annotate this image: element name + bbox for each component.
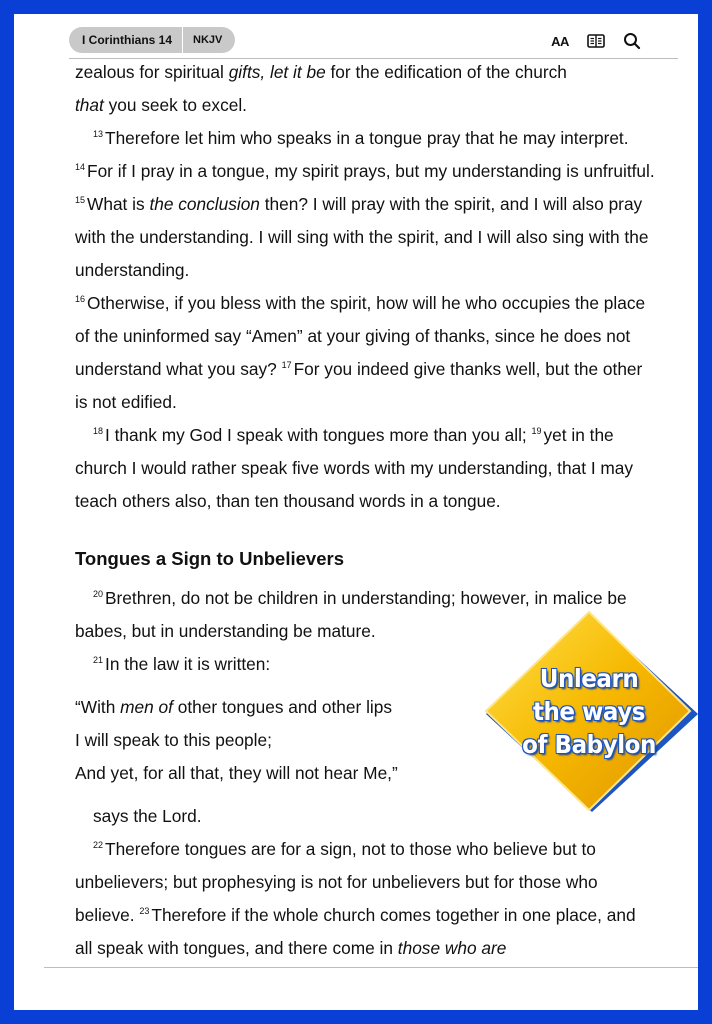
italic-run: gifts, let it be [228, 62, 326, 82]
text-size-icon[interactable] [549, 30, 571, 52]
verse-text: then? I will pray with the spirit, and I will also pray with the understanding. I will sing with the spirit, and I will also sing with the understanding. [75, 194, 649, 280]
verse-number[interactable]: 22 [93, 840, 104, 850]
verse-text: yet in the church I would rather speak five words with my understanding, that I may teach others also, than ten thousand words in a tongue. [75, 425, 634, 511]
italic-run: men of [120, 697, 173, 717]
verse-text: For if I pray in a tongue, my spirit prays, but my understanding is unfruitful. [87, 161, 655, 181]
italic-run: that [75, 95, 104, 115]
passage-selector[interactable] [69, 27, 235, 53]
verse-number[interactable]: 19 [531, 426, 542, 436]
paragraph-18 [75, 419, 655, 518]
text-run: for the edification of the church [325, 62, 567, 82]
badge-line: the ways [532, 697, 646, 726]
says-the-lord: says the Lord. [93, 806, 202, 826]
verse-text: Therefore let him who speaks in a tongue pray that he may interpret. [105, 128, 629, 148]
version-button[interactable]: NKJV [182, 27, 235, 53]
poetry-line: I will speak to this people; [75, 730, 272, 750]
footer-divider [44, 967, 698, 968]
text-run: you seek to excel. [103, 95, 247, 115]
verse-number[interactable]: 20 [93, 589, 104, 599]
unlearn-babylon-badge [478, 600, 700, 822]
search-glyph [623, 32, 641, 50]
scripture-text [75, 56, 655, 965]
badge-line: of Babylon [522, 730, 656, 759]
verse-number[interactable]: 16 [75, 294, 86, 304]
verse-number[interactable]: 17 [281, 360, 292, 370]
text-run: other tongues and other lips [172, 697, 393, 717]
book-glyph [587, 34, 605, 48]
verse-text: Otherwise, if you bless with the spirit, how will he who occupies the place of the uninformed say “Amen” at your giving of thanks, since he does not understand what you say? [75, 293, 646, 379]
text-run: “With [75, 697, 121, 717]
poetry-line: And yet, for all that, they will not hear Me,” [75, 763, 398, 783]
verse-text: In the law it is written: [105, 654, 271, 674]
paragraph-12 [75, 56, 655, 122]
text-run: zealous for spiritual [75, 62, 229, 82]
verse-text: Therefore if the whole church comes together in one place, and all speak with tongues, and there come in [75, 905, 636, 958]
paragraph-22 [75, 833, 655, 965]
verse-number[interactable]: 21 [93, 655, 104, 665]
section-heading: Tongues a Sign to Unbelievers [75, 548, 344, 569]
text-size-label: AA [551, 33, 569, 49]
verse-number[interactable]: 23 [139, 906, 150, 916]
paragraph-16 [75, 287, 655, 419]
reader-page [14, 14, 698, 1010]
search-icon[interactable] [621, 30, 643, 52]
book-icon[interactable] [585, 30, 607, 52]
verse-text: I thank my God I speak with tongues more than you all; [105, 425, 532, 445]
verse-number[interactable]: 14 [75, 162, 86, 172]
italic-run: the conclusion [149, 194, 260, 214]
verse-number[interactable]: 15 [75, 195, 86, 205]
verse-number[interactable]: 13 [93, 129, 104, 139]
italic-run: those who are [397, 938, 507, 958]
verse-text: What is [87, 194, 150, 214]
verse-text: Brethren, do not be children in understanding; however, in malice be babes, but in understanding be mature. [75, 588, 627, 641]
badge-slogan [478, 662, 700, 761]
verse-text: For you indeed give thanks well, but the other is not edified. [75, 359, 643, 412]
toolbar [549, 30, 643, 52]
verse-number[interactable]: 18 [93, 426, 104, 436]
badge-line: Unlearn [539, 664, 639, 693]
verse-text: Therefore tongues are for a sign, not to those who believe but to unbelievers; but prophesying is not for unbelievers but for those who believe. [75, 839, 598, 925]
paragraph-13 [75, 122, 655, 287]
book-chapter-button[interactable]: I Corinthians 14 [82, 33, 173, 47]
